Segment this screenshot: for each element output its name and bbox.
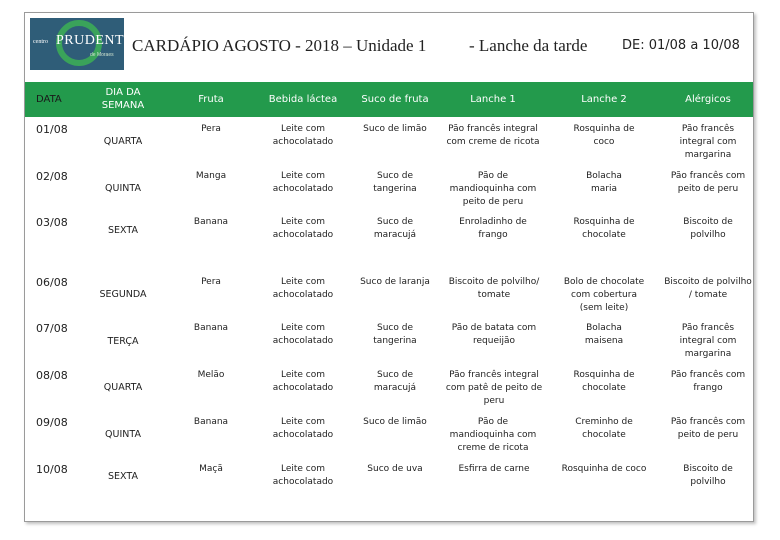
row-suco: Suco de maracujá (373, 217, 417, 240)
row-suco: Suco de laranja (360, 277, 430, 287)
page-title: CARDÁPIO AGOSTO - 2018 – Unidade 1 (132, 36, 427, 55)
row-lanche1: Enroladinho de frango (459, 217, 527, 240)
row-lanche2: Rosquinha de coco (573, 124, 635, 147)
row-day: SEGUNDA (99, 289, 147, 300)
row-lanche2: Creminho de chocolate (575, 417, 633, 440)
row-alergicos: Pão francês com peito de peru (670, 417, 746, 440)
row-alergicos: Pão francês com frango (670, 370, 746, 393)
row-suco: Suco de uva (367, 464, 423, 474)
row-alergicos: Pão francês integral com margarina (679, 323, 737, 359)
row-fruta: Pera (201, 277, 221, 287)
col-header-dia: DIA DA SEMANA (101, 87, 145, 111)
row-alergicos: Pão francês integral com margarina (679, 124, 737, 160)
row-date: 08/08 (36, 369, 68, 382)
row-alergicos: Biscoito de polvilho (683, 464, 733, 487)
row-date: 02/08 (36, 170, 68, 183)
row-day: QUINTA (105, 183, 141, 194)
row-lanche2: Bolacha maisena (584, 323, 624, 346)
row-bebida: Leite com achocolatado (272, 370, 334, 393)
row-alergicos: Biscoito de polvilho / tomate (664, 277, 752, 300)
row-day: TERÇA (107, 336, 139, 347)
row-suco: Suco de maracujá (373, 370, 417, 393)
row-date: 07/08 (36, 322, 68, 335)
row-suco: Suco de limão (363, 417, 427, 427)
row-fruta: Manga (195, 171, 227, 181)
row-bebida: Leite com achocolatado (272, 323, 334, 346)
row-lanche1: Biscoito de polvilho/ tomate (448, 277, 540, 300)
row-day: SEXTA (108, 225, 138, 236)
row-lanche1: Pão de mandioquinha com peito de peru (449, 171, 537, 207)
row-date: 03/08 (36, 216, 68, 229)
row-suco: Suco de limão (363, 124, 427, 134)
row-day: SEXTA (108, 471, 138, 482)
row-date: 06/08 (36, 276, 68, 289)
school-logo (30, 18, 134, 70)
row-fruta: Pera (201, 124, 221, 134)
row-lanche2: Rosquinha de chocolate (573, 217, 635, 240)
col-header-suco: Suco de fruta (361, 94, 429, 105)
row-alergicos: Pão francês com peito de peru (670, 171, 746, 194)
row-lanche1: Pão francês integral com patê de peito de peru (445, 370, 543, 406)
row-fruta: Banana (193, 323, 229, 333)
col-header-lanche2: Lanche 2 (581, 94, 627, 105)
row-fruta: Banana (193, 417, 229, 427)
row-lanche1: Pão francês integral com creme de ricota (446, 124, 540, 147)
col-header-alergicos: Alérgicos (685, 94, 731, 105)
row-bebida: Leite com achocolatado (272, 464, 334, 487)
row-lanche2: Rosquinha de coco (561, 464, 647, 474)
row-lanche1: Pão de mandioquinha com creme de ricota (449, 417, 537, 453)
row-lanche2: Rosquinha de chocolate (573, 370, 635, 393)
row-lanche1: Pão de batata com requeijão (451, 323, 537, 346)
col-header-fruta: Fruta (198, 94, 224, 105)
col-header-bebida: Bebida láctea (268, 94, 338, 105)
row-day: QUINTA (105, 429, 141, 440)
col-header-lanche1: Lanche 1 (470, 94, 516, 105)
logo-sub-text: de Moraes (90, 52, 114, 58)
row-bebida: Leite com achocolatado (272, 124, 334, 147)
row-bebida: Leite com achocolatado (272, 171, 334, 194)
row-lanche2: Bolo de chocolate com cobertura (sem leite) (563, 277, 645, 313)
col-header-data: DATA (36, 94, 62, 105)
logo-small-text: centro (33, 39, 48, 45)
period-label: DE: 01/08 a 10/08 (622, 38, 740, 53)
row-bebida: Leite com achocolatado (272, 417, 334, 440)
row-lanche2: Bolacha maria (586, 171, 622, 194)
row-lanche1: Esfirra de carne (458, 464, 530, 474)
row-day: QUARTA (103, 136, 143, 147)
row-fruta: Banana (193, 217, 229, 227)
row-fruta: Maçã (199, 464, 223, 474)
page-subtitle: - Lanche da tarde (469, 36, 588, 55)
row-date: 01/08 (36, 123, 68, 136)
row-suco: Suco de tangerina (373, 171, 417, 194)
row-date: 09/08 (36, 416, 68, 429)
row-fruta: Melão (197, 370, 225, 380)
row-suco: Suco de tangerina (373, 323, 417, 346)
row-alergicos: Biscoito de polvilho (683, 217, 733, 240)
row-day: QUARTA (103, 382, 143, 393)
row-bebida: Leite com achocolatado (272, 217, 334, 240)
row-bebida: Leite com achocolatado (272, 277, 334, 300)
row-date: 10/08 (36, 463, 68, 476)
logo-big-text: PRUDENTE (56, 33, 134, 48)
